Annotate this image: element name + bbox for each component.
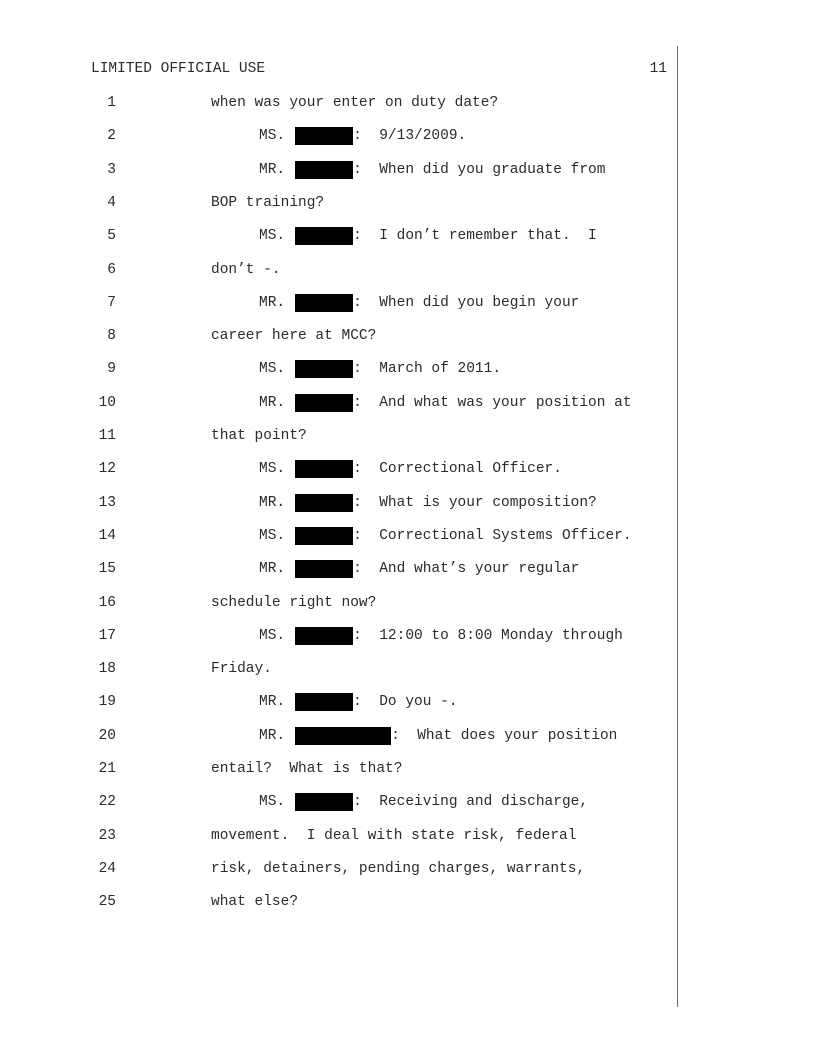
speaker-title: MS.	[259, 361, 286, 378]
line-text	[211, 892, 298, 912]
continuation-text: movement. I deal with state risk, federal	[211, 827, 577, 844]
transcript-line	[0, 759, 816, 779]
redaction-block	[295, 494, 353, 512]
speaker-title: MR.	[259, 394, 286, 411]
line-number: 3	[107, 161, 116, 178]
redaction-block	[295, 560, 353, 578]
line-text	[259, 459, 562, 479]
line-number: 13	[98, 494, 116, 511]
line-text	[259, 526, 632, 546]
spoken-text: : And what’s your regular	[353, 561, 580, 578]
speaker-title: MR.	[259, 727, 286, 744]
line-number: 20	[98, 727, 116, 744]
speaker-title: MR.	[259, 494, 286, 511]
line-text	[211, 859, 585, 879]
redaction-block	[295, 360, 353, 378]
spoken-text: : Correctional Officer.	[353, 461, 562, 478]
transcript-line	[0, 393, 816, 413]
redaction-block	[295, 460, 353, 478]
transcript-line	[0, 160, 816, 180]
redaction-block	[295, 727, 391, 745]
line-text	[259, 726, 617, 746]
line-number: 4	[107, 194, 116, 211]
transcript-line	[0, 792, 816, 812]
line-text	[259, 359, 501, 379]
spoken-text: : 12:00 to 8:00 Monday through	[353, 627, 623, 644]
transcript-line	[0, 93, 816, 113]
line-text	[211, 593, 376, 613]
redaction-block	[295, 227, 353, 245]
transcript-line	[0, 326, 816, 346]
line-text	[259, 692, 458, 712]
line-text	[259, 493, 597, 513]
continuation-text: entail? What is that?	[211, 761, 403, 777]
transcript-line	[0, 459, 816, 479]
continuation-text: risk, detainers, pending charges, warrants,	[211, 860, 586, 877]
transcript-line	[0, 692, 816, 712]
redaction-block	[295, 693, 353, 711]
speaker-title: MR.	[259, 694, 286, 711]
spoken-text: : Receiving and discharge,	[353, 794, 589, 811]
line-text	[211, 326, 376, 346]
line-number: 18	[98, 661, 116, 678]
line-text	[259, 792, 588, 812]
line-number: 8	[107, 328, 116, 345]
spoken-text: : I don’t remember that. I	[353, 228, 597, 245]
continuation-text: schedule right now?	[211, 594, 377, 611]
line-text	[259, 226, 597, 246]
spoken-text: : March of 2011.	[353, 361, 502, 378]
continuation-text: when was your enter on duty date?	[211, 95, 499, 111]
spoken-text: : When did you begin your	[353, 294, 580, 311]
speaker-title: MS.	[259, 794, 286, 811]
continuation-text: BOP training?	[211, 194, 325, 211]
transcript-line	[0, 126, 816, 146]
speaker-title: MR.	[259, 294, 286, 311]
continuation-text: Friday.	[211, 661, 272, 678]
line-text	[211, 260, 281, 280]
transcript-line	[0, 726, 816, 746]
redaction-block	[295, 161, 353, 179]
line-text	[211, 659, 272, 679]
line-text	[259, 293, 579, 313]
transcript-line	[0, 659, 816, 679]
transcript-line	[0, 593, 816, 613]
line-number: 14	[98, 527, 116, 544]
line-text	[259, 393, 632, 413]
speaker-title: MR.	[259, 161, 286, 178]
redaction-block	[295, 394, 353, 412]
spoken-text: : Do you -.	[353, 694, 458, 711]
spoken-text: : And what was your position at	[353, 394, 632, 411]
line-text	[259, 126, 466, 146]
line-text	[259, 160, 605, 180]
line-number: 23	[98, 827, 116, 844]
line-number: 25	[98, 894, 116, 911]
classification-header: LIMITED OFFICIAL USE	[91, 61, 266, 77]
transcript-line	[0, 826, 816, 846]
transcript-line	[0, 226, 816, 246]
page-number: 11	[649, 61, 667, 77]
transcript-line	[0, 193, 816, 213]
transcript-line	[0, 526, 816, 546]
redaction-block	[295, 627, 353, 645]
line-text	[211, 759, 402, 779]
line-number: 6	[107, 261, 116, 278]
line-number: 5	[107, 228, 116, 245]
line-number: 1	[107, 95, 116, 111]
line-text	[259, 559, 579, 579]
speaker-title: MS.	[259, 461, 286, 478]
redaction-block	[295, 793, 353, 811]
continuation-text: that point?	[211, 428, 307, 444]
continuation-text: career here at MCC?	[211, 328, 377, 345]
redaction-block	[295, 127, 353, 145]
speaker-title: MS.	[259, 128, 286, 145]
line-number: 16	[98, 594, 116, 611]
redaction-block	[295, 294, 353, 312]
speaker-title: MS.	[259, 627, 286, 644]
line-number: 10	[98, 394, 116, 411]
line-text	[259, 626, 623, 646]
speaker-title: MR.	[259, 561, 286, 578]
transcript-line	[0, 293, 816, 313]
line-number: 17	[98, 627, 116, 644]
continuation-text: don’t -.	[211, 261, 281, 278]
transcript-line	[0, 626, 816, 646]
line-number: 21	[98, 761, 116, 777]
line-text	[211, 193, 324, 213]
transcript-line	[0, 493, 816, 513]
spoken-text: : What does your position	[391, 727, 618, 744]
redaction-block	[295, 527, 353, 545]
transcript-line	[0, 359, 816, 379]
line-number: 11	[98, 428, 116, 444]
line-text	[211, 93, 498, 113]
transcript-line	[0, 892, 816, 912]
line-number: 12	[98, 461, 116, 478]
transcript-line	[0, 859, 816, 879]
line-number: 2	[107, 128, 116, 145]
spoken-text: : 9/13/2009.	[353, 128, 467, 145]
line-number: 15	[98, 561, 116, 578]
spoken-text: : What is your composition?	[353, 494, 597, 511]
spoken-text: : Correctional Systems Officer.	[353, 527, 632, 544]
transcript-line	[0, 559, 816, 579]
line-number: 22	[98, 794, 116, 811]
transcript-line	[0, 260, 816, 280]
spoken-text: : When did you graduate from	[353, 161, 606, 178]
line-number: 9	[107, 361, 116, 378]
line-text	[211, 826, 576, 846]
speaker-title: MS.	[259, 527, 286, 544]
line-number: 24	[98, 860, 116, 877]
transcript-line	[0, 426, 816, 446]
continuation-text: what else?	[211, 894, 299, 911]
line-number: 19	[98, 694, 116, 711]
speaker-title: MS.	[259, 228, 286, 245]
line-text	[211, 426, 307, 446]
line-number: 7	[107, 294, 116, 311]
